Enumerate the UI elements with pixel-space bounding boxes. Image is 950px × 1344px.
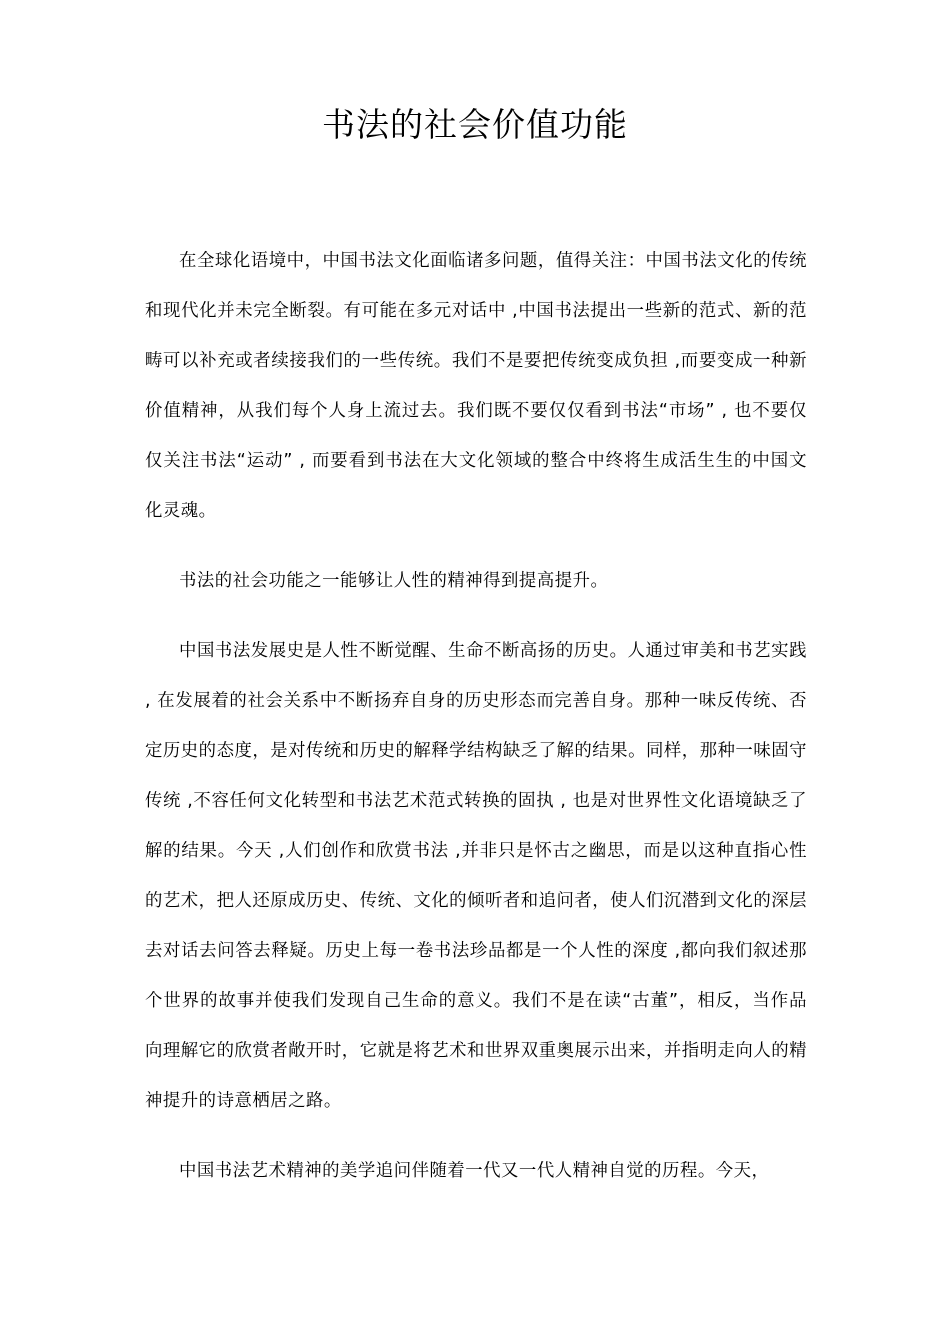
paragraph-history: 中国书法发展史是人性不断觉醒、生命不断高扬的历史。人通过审美和书艺实践 , 在发展着的社会关系中不断扬弃自身的历史形态而完善自身。那种一味反传统、否定历史的态度，是对传统和历史的解释学结构缺乏了解的结果。同样，那种一味固守传统 ,不容任何文化转型和书法艺术范式转换的固执 , 也是对世界性文化语境缺乏了解的结果。今天 ,人们创作和欣赏书法 ,并非只是怀古之幽思，而是以这种直指心性的艺术，把人还原成历史、传统、文化的倾听者和追问者，使人们沉潜到文化的深层去对话去问答去释疑。历史上每一卷书法珍品都是一个人性的深度 ,都向我们叙述那个世界的故事并使我们发现自己生命的意义。我们不是在读“古董”，相反，当作品向理解它的欣赏者敞开时，它就是将艺术和世界双重奥展示出来，并指明走向人的精神提升的诗意栖居之路。 — [145, 641, 807, 1111]
paragraph-aesthetic-inquiry: 中国书法艺术精神的美学追问伴随着一代又一代人精神自觉的历程。今天， — [179, 1161, 770, 1181]
document-title: 书法的社会价值功能 — [322, 105, 628, 144]
paragraph-social-function: 书法的社会功能之一能够让人性的精神得到提高提升。 — [179, 571, 609, 591]
paragraph-globalization: 在全球化语境中，中国书法文化面临诸多问题，值得关注：中国书法文化的传统和现代化并未完全断裂。有可能在多元对话中 ,中国书法提出一些新的范式、新的范畴可以补充或者续接我们的一些传统。我们不是要把传统变成负担 ,而要变成一种新价值精神，从我们每个人身上流过去。我们既不要仅仅看到书法“市场” , 也不要仅仅关注书法“运动” , 而要看到书法在大文化领域的整合中终将生成活生生的中国文化灵魂。 — [145, 251, 807, 521]
document-body — [145, 236, 807, 1216]
